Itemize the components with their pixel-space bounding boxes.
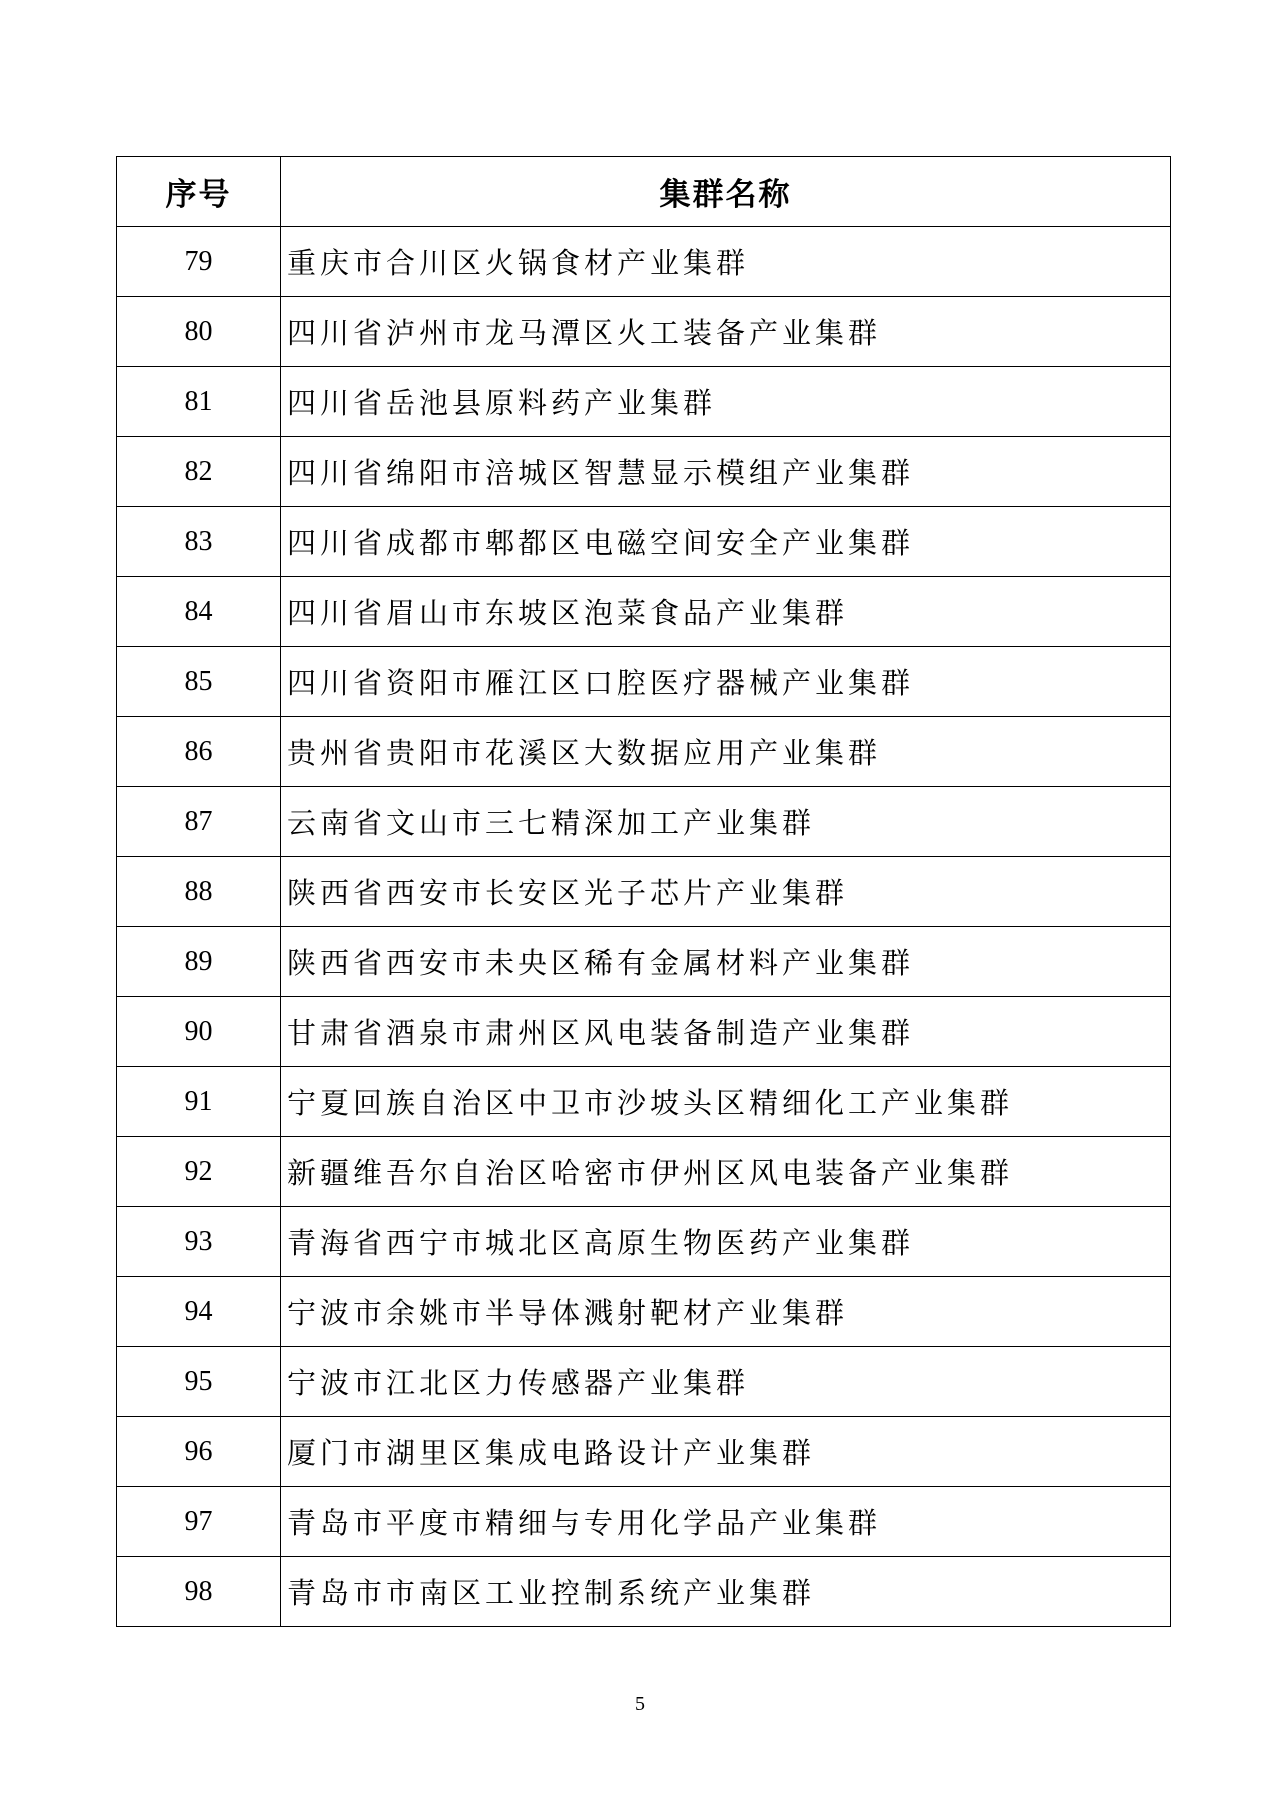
table-row bbox=[117, 787, 1171, 857]
row-number: 87 bbox=[117, 787, 281, 857]
cluster-name: 宁波市余姚市半导体溅射靶材产业集群 bbox=[281, 1277, 1171, 1347]
table-row bbox=[117, 507, 1171, 577]
cluster-name: 四川省眉山市东坡区泡菜食品产业集群 bbox=[281, 577, 1171, 647]
row-number: 96 bbox=[117, 1417, 281, 1487]
cluster-name: 青海省西宁市城北区高原生物医药产业集群 bbox=[281, 1207, 1171, 1277]
table-row bbox=[117, 437, 1171, 507]
table-row bbox=[117, 1557, 1171, 1627]
table-row bbox=[117, 577, 1171, 647]
row-number: 85 bbox=[117, 647, 281, 717]
cluster-name: 四川省成都市郫都区电磁空间安全产业集群 bbox=[281, 507, 1171, 577]
table-row bbox=[117, 1207, 1171, 1277]
row-number: 84 bbox=[117, 577, 281, 647]
table-row bbox=[117, 647, 1171, 717]
table-row bbox=[117, 1277, 1171, 1347]
page-number: 5 bbox=[635, 1693, 645, 1715]
table-row bbox=[117, 927, 1171, 997]
cluster-name: 宁夏回族自治区中卫市沙坡头区精细化工产业集群 bbox=[281, 1067, 1171, 1137]
header-name: 集群名称 bbox=[281, 157, 1171, 227]
row-number: 80 bbox=[117, 297, 281, 367]
header-number: 序号 bbox=[117, 157, 281, 227]
row-number: 95 bbox=[117, 1347, 281, 1417]
cluster-name: 四川省资阳市雁江区口腔医疗器械产业集群 bbox=[281, 647, 1171, 717]
table-row bbox=[117, 297, 1171, 367]
table-body bbox=[117, 227, 1171, 1627]
row-number: 94 bbox=[117, 1277, 281, 1347]
table-row bbox=[117, 1417, 1171, 1487]
table-row bbox=[117, 1347, 1171, 1417]
cluster-name: 甘肃省酒泉市肃州区风电装备制造产业集群 bbox=[281, 997, 1171, 1067]
table-row bbox=[117, 1067, 1171, 1137]
row-number: 81 bbox=[117, 367, 281, 437]
cluster-table bbox=[116, 156, 1171, 1627]
table-row bbox=[117, 227, 1171, 297]
row-number: 91 bbox=[117, 1067, 281, 1137]
table-row bbox=[117, 367, 1171, 437]
row-number: 90 bbox=[117, 997, 281, 1067]
table-row bbox=[117, 857, 1171, 927]
cluster-name: 贵州省贵阳市花溪区大数据应用产业集群 bbox=[281, 717, 1171, 787]
row-number: 79 bbox=[117, 227, 281, 297]
row-number: 89 bbox=[117, 927, 281, 997]
row-number: 98 bbox=[117, 1557, 281, 1627]
row-number: 86 bbox=[117, 717, 281, 787]
row-number: 83 bbox=[117, 507, 281, 577]
table-row bbox=[117, 997, 1171, 1067]
cluster-name: 宁波市江北区力传感器产业集群 bbox=[281, 1347, 1171, 1417]
cluster-name: 四川省绵阳市涪城区智慧显示模组产业集群 bbox=[281, 437, 1171, 507]
row-number: 93 bbox=[117, 1207, 281, 1277]
row-number: 92 bbox=[117, 1137, 281, 1207]
row-number: 82 bbox=[117, 437, 281, 507]
table-row bbox=[117, 1487, 1171, 1557]
cluster-name: 重庆市合川区火锅食材产业集群 bbox=[281, 227, 1171, 297]
cluster-name: 陕西省西安市长安区光子芯片产业集群 bbox=[281, 857, 1171, 927]
cluster-name: 青岛市市南区工业控制系统产业集群 bbox=[281, 1557, 1171, 1627]
table-row bbox=[117, 1137, 1171, 1207]
cluster-name: 新疆维吾尔自治区哈密市伊州区风电装备产业集群 bbox=[281, 1137, 1171, 1207]
table-row bbox=[117, 717, 1171, 787]
cluster-name: 青岛市平度市精细与专用化学品产业集群 bbox=[281, 1487, 1171, 1557]
cluster-name: 陕西省西安市未央区稀有金属材料产业集群 bbox=[281, 927, 1171, 997]
cluster-name: 四川省泸州市龙马潭区火工装备产业集群 bbox=[281, 297, 1171, 367]
cluster-name: 四川省岳池县原料药产业集群 bbox=[281, 367, 1171, 437]
cluster-name: 云南省文山市三七精深加工产业集群 bbox=[281, 787, 1171, 857]
table-header-row bbox=[117, 157, 1171, 227]
row-number: 88 bbox=[117, 857, 281, 927]
row-number: 97 bbox=[117, 1487, 281, 1557]
cluster-name: 厦门市湖里区集成电路设计产业集群 bbox=[281, 1417, 1171, 1487]
